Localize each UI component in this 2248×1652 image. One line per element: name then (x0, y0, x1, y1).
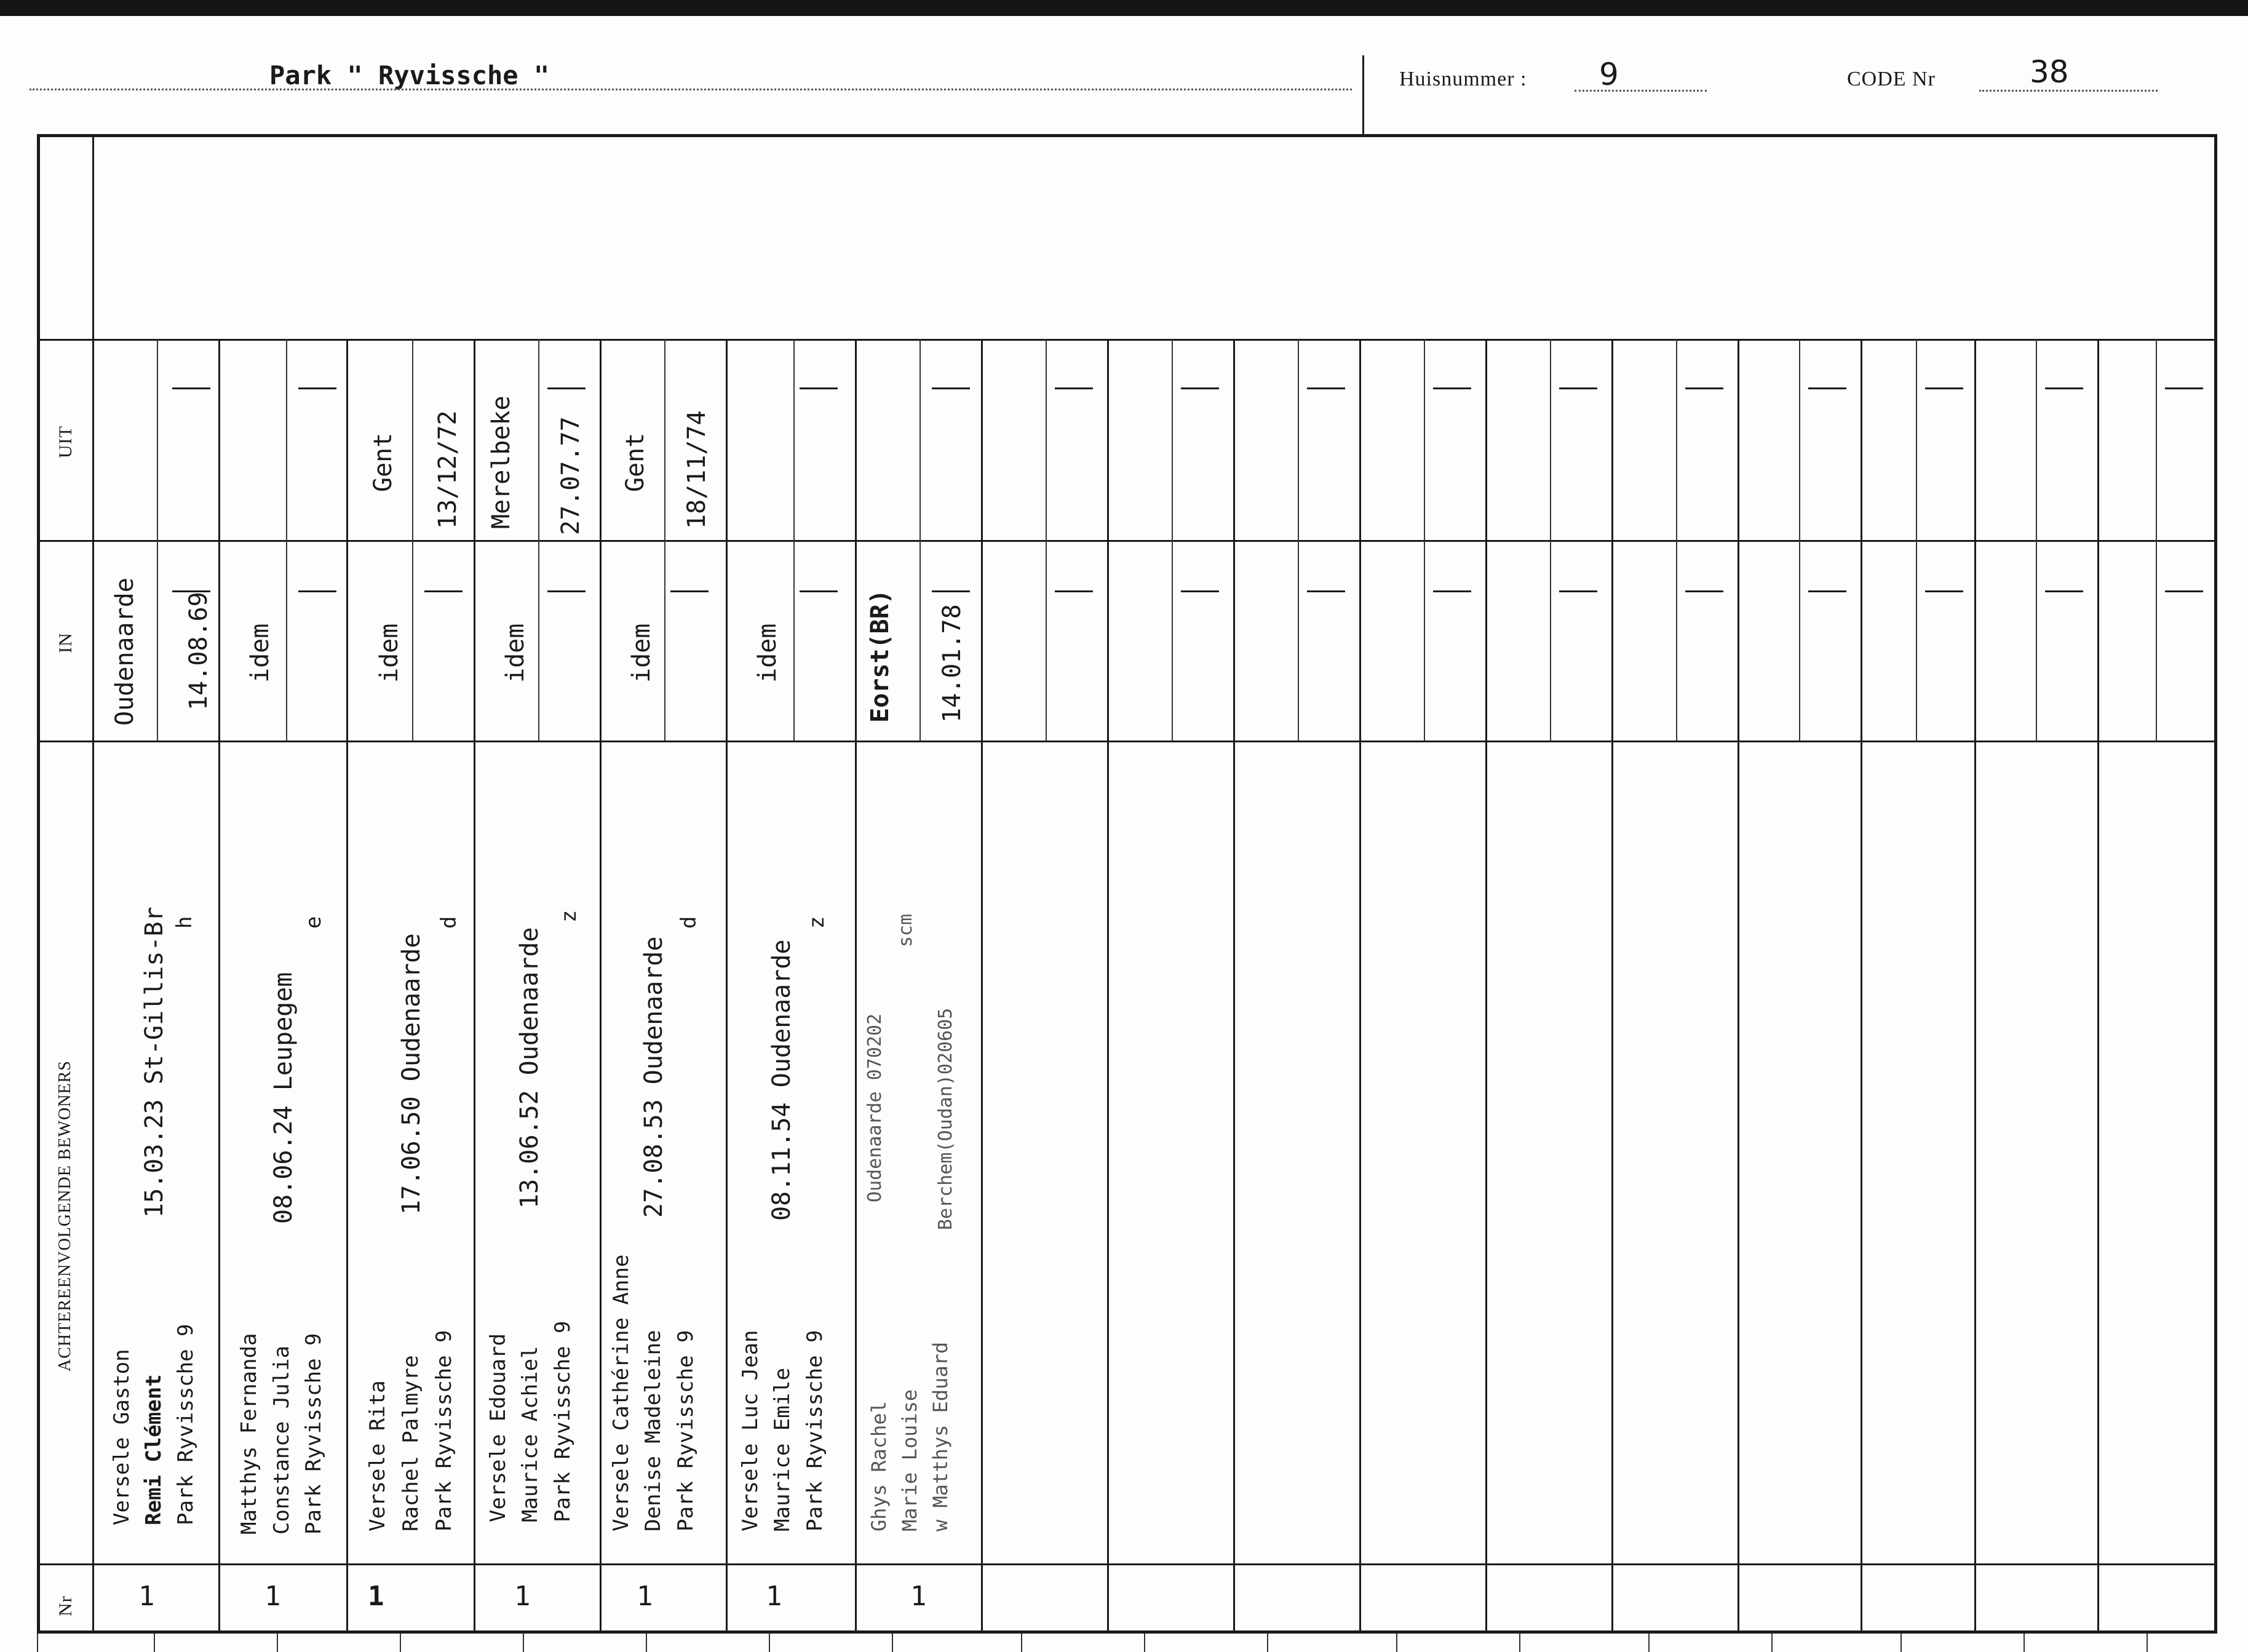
row-2-mark: e (301, 916, 326, 929)
empty-dash (1433, 387, 1471, 389)
column-divider (1359, 339, 1361, 1634)
row-2-nr: 1 (264, 1581, 281, 1612)
row-7-address: w Matthys Eduard (929, 1341, 952, 1531)
row-3-mark: d (437, 916, 461, 929)
column-divider (1107, 339, 1109, 1634)
sub-column-divider (286, 339, 287, 741)
row-2-name2: Constance Julia (269, 1345, 294, 1535)
empty-dash (424, 590, 463, 592)
row-5-out-place: Gent (621, 432, 649, 492)
sub-column-divider (919, 339, 921, 741)
sub-column-divider (1916, 339, 1917, 741)
row-5-mark: d (677, 916, 701, 929)
row-3-nr: 1 (368, 1581, 384, 1612)
column-divider (218, 339, 220, 1634)
row-6-name2: Maurice Emile (770, 1367, 795, 1531)
empty-dash (932, 590, 970, 592)
code-number-dotline (1979, 90, 2158, 92)
row-7-name1: Ghys Rachel (867, 1401, 891, 1531)
empty-dash (1433, 590, 1471, 592)
row-4-in-place: idem (501, 623, 530, 683)
row-5-birth: 27.08.53 Oudenaarde (640, 936, 668, 1218)
park-name: Park " Ryvissche " (269, 60, 550, 90)
house-number-dotline (1575, 90, 1707, 92)
column-divider (474, 339, 475, 1634)
column-divider (2097, 339, 2099, 1634)
column-divider (1738, 339, 1739, 1634)
empty-dash (298, 387, 336, 389)
column-divider (1485, 339, 1487, 1634)
row-4-birth: 13.06.52 Oudenaarde (515, 927, 544, 1209)
sub-column-divider (664, 339, 665, 741)
column-divider (1974, 339, 1976, 1634)
row-3-birth: 17.06.50 Oudenaarde (397, 933, 426, 1215)
empty-dash (1307, 590, 1345, 592)
park-name-dotline (30, 89, 1352, 90)
column-divider (726, 339, 728, 1634)
empty-dash (1559, 590, 1597, 592)
row-4-out-date: 27.07.77 (557, 416, 585, 535)
row-3-name2: Rachel Palmyre (399, 1355, 423, 1531)
row-3-address: Park Ryvissche 9 (432, 1330, 456, 1531)
code-label: CODE Nr (1847, 68, 1936, 90)
row-6-address: Park Ryvissche 9 (803, 1330, 827, 1531)
row-3-in-place: idem (375, 623, 403, 683)
empty-dash (1925, 590, 1963, 592)
row-3-out-place: Gent (369, 432, 397, 492)
sub-column-divider (412, 339, 413, 741)
row-7-mark: scm (895, 913, 916, 947)
row-5-in-place: idem (627, 623, 656, 683)
row-7-birth2: Berchem(Oudan)020605 (935, 1007, 956, 1230)
sub-column-divider (1172, 339, 1173, 741)
row-1-mark: h (172, 916, 197, 929)
row-6-mark: z (804, 916, 829, 929)
register-table (37, 134, 2217, 1634)
empty-dash (1685, 590, 1723, 592)
empty-dash (1307, 387, 1345, 389)
empty-dash (1055, 387, 1093, 389)
row-1-in-place: Oudenaarde (111, 578, 139, 726)
row-6-birth: 08.11.54 Oudenaarde (768, 939, 796, 1221)
residents-top-line (37, 741, 2217, 742)
row-7-nr: 1 (910, 1581, 927, 1612)
empty-dash (298, 590, 336, 592)
empty-dash (932, 387, 970, 389)
sub-column-divider (1550, 339, 1551, 741)
empty-dash (1685, 387, 1723, 389)
row-5-name2: Denise Madeleine (641, 1330, 665, 1531)
row-1-birth: 15.03.23 St-Gillis-Br (140, 907, 169, 1218)
empty-dash (1559, 387, 1597, 389)
column-divider (346, 339, 348, 1634)
empty-dash (1181, 387, 1219, 389)
bottom-ticks (37, 1634, 2217, 1652)
row-4-name1: Versele Edouard (486, 1333, 510, 1522)
row-5-name1: Versele Cathérine Anne (609, 1254, 633, 1531)
row-3-name1: Versele Rita (365, 1380, 390, 1531)
empty-dash (172, 387, 210, 389)
column-divider (1611, 339, 1613, 1634)
empty-dash (547, 590, 586, 592)
empty-dash (800, 590, 838, 592)
row-1-nr: 1 (138, 1581, 155, 1612)
row-2-in-place: idem (246, 623, 274, 683)
row-1-name1: Versele Gaston (109, 1349, 134, 1525)
row-7-in-date: 14.01.78 (938, 604, 966, 723)
row-4-out-place: Merelbeke (487, 395, 515, 529)
row-2-birth: 08.06.24 Leupegem (269, 972, 298, 1224)
row-2-address: Park Ryvissche 9 (301, 1333, 326, 1535)
scan-top-edge (0, 0, 2248, 16)
sub-column-divider (2036, 339, 2037, 741)
column-divider (1233, 339, 1235, 1634)
row-2-name1: Matthys Fernanda (237, 1333, 261, 1535)
row-6-in-place: idem (753, 623, 782, 683)
empty-dash (2045, 387, 2083, 389)
row-4-name2: Maurice Achiel (518, 1346, 542, 1522)
in-label: IN (55, 632, 76, 653)
row-6-nr: 1 (766, 1581, 782, 1612)
empty-dash (1181, 590, 1219, 592)
sub-column-divider (1424, 339, 1425, 741)
uit-top-line (37, 339, 2217, 341)
column-divider (855, 339, 857, 1634)
column-divider (981, 339, 983, 1634)
column-divider (600, 339, 602, 1634)
row-7-birth: Oudenaarde 070202 (864, 1013, 886, 1202)
empty-dash (1055, 590, 1093, 592)
uit-label: UIT (55, 426, 76, 458)
row-1-name2: Remi Clément (141, 1374, 166, 1525)
house-number: 9 (1599, 57, 1619, 92)
sub-column-divider (1676, 339, 1677, 741)
code-number: 38 (2030, 54, 2069, 90)
empty-dash (670, 590, 709, 592)
empty-dash (2165, 590, 2203, 592)
in-top-line (37, 540, 2217, 542)
row-5-address: Park Ryvissche 9 (673, 1330, 698, 1531)
house-number-label: Huisnummer : (1399, 68, 1527, 90)
sub-column-divider (157, 339, 158, 741)
nr-top-line (37, 1563, 2217, 1565)
sub-column-divider (793, 339, 795, 741)
row-5-out-date: 18/11/74 (683, 410, 711, 529)
residents-label: ACHTEREENVOLGENDE BEWONERS (55, 1060, 74, 1372)
row-4-nr: 1 (514, 1581, 531, 1612)
row-7-name2: Marie Louise (898, 1389, 921, 1531)
empty-dash (547, 387, 586, 389)
sub-column-divider (1046, 339, 1047, 741)
empty-dash (800, 387, 838, 389)
row-3-out-date: 13/12/72 (434, 410, 462, 529)
row-5-nr: 1 (637, 1581, 653, 1612)
row-1-address: Park Ryvissche 9 (173, 1324, 198, 1525)
empty-dash (1925, 387, 1963, 389)
row-4-address: Park Ryvissche 9 (550, 1320, 575, 1522)
sub-column-divider (538, 339, 539, 741)
column-divider (1861, 339, 1862, 1634)
empty-dash (2165, 387, 2203, 389)
empty-dash (1808, 387, 1846, 389)
sub-column-divider (1298, 339, 1299, 741)
header-divider (1362, 55, 1364, 134)
sub-column-divider (1799, 339, 1800, 741)
sub-column-divider (2156, 339, 2157, 741)
empty-dash (1808, 590, 1846, 592)
row-7-in-place: Eorst(BR) (866, 589, 894, 723)
label-column-line (92, 137, 94, 1631)
row-1-in-date: 14.08.69 (185, 592, 213, 710)
nr-label: Nr (55, 1595, 76, 1616)
row-6-name1: Versele Luc Jean (738, 1330, 763, 1531)
row-4-mark: z (557, 910, 581, 923)
empty-dash (2045, 590, 2083, 592)
